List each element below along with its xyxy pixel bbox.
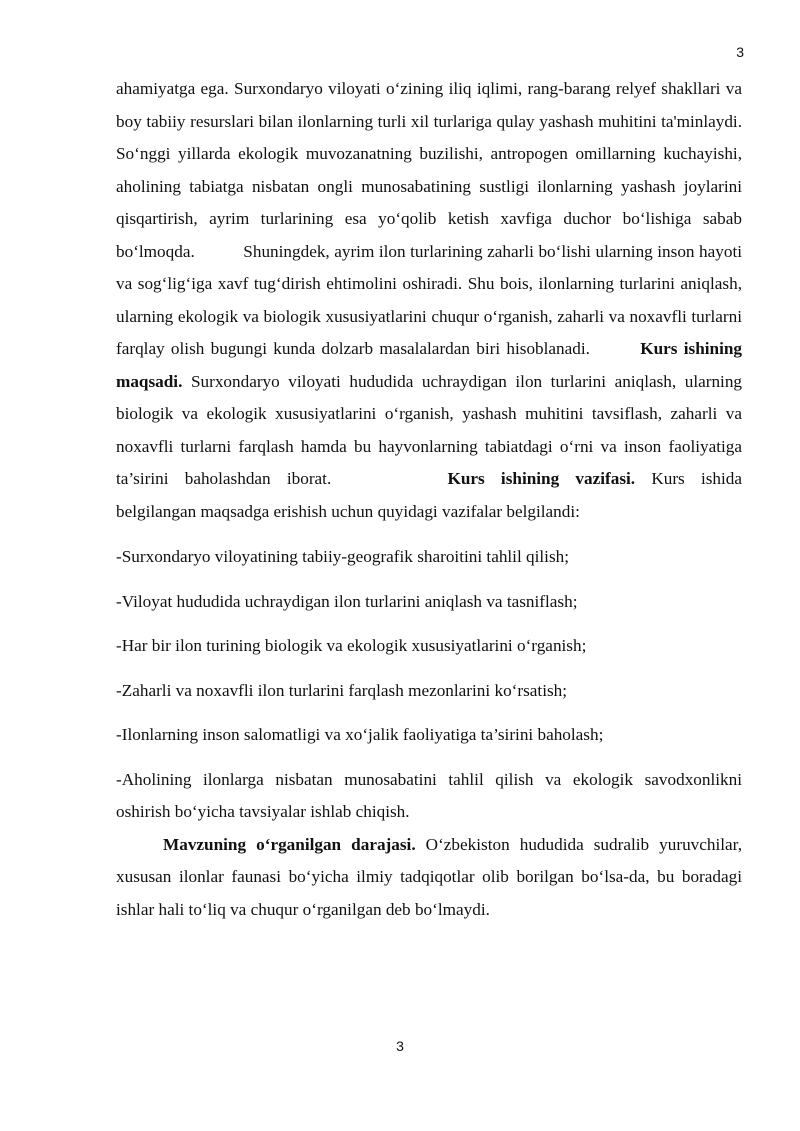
- intro-text-2: Shuningdek, ayrim ilon turlarining zaharli bo‘lishi ularning inson hayoti va sog‘lig‘iga xavf tug‘dirish ehtimolini oshiradi. Shu bois, ilonlarning turlarini aniqlash, ularning ekologik va biologik xususiyatlarini chuqur o‘rganish, zaharli va noxavfli turlarni farqlay olish bugungi kunda dolzarb masalalardan biri hisoblanadi.: [116, 241, 743, 358]
- intro-text-1: ahamiyatga ega. Surxondaryo viloyati o‘zining iliq iqlimi, rang-barang relyef shakllari va boy tabiiy resurslari bilan ilonlarning turli xil turlariga qulay yashash muhitini ta'minlaydi. So‘nggi yillarda ekologik muvozanatning buzilishi, antropogen omillarning kuchayishi, aholining tabiatga nisbatan ongli munosabatining sustligi ilonlarning yashash joylarini qisqartirish, ayrim turlarining esa yo‘qolib ketish xavfiga duchor bo‘lishiga sabab bo‘lmoqda.: [116, 79, 742, 261]
- goal-heading: Kurs ishining maqsadi.: [116, 339, 743, 391]
- intro-paragraph: [116, 73, 742, 528]
- tasks-intro-text: Kurs ishida belgilangan maqsadga erishish uchun quyidagi vazifalar belgilandi:: [116, 469, 743, 521]
- task-item: -Ilonlarning inson salomatligi va xo‘jalik faoliyatiga ta’sirini baholash;: [116, 725, 604, 744]
- goal-text: Surxondaryo viloyati hududida uchraydigan ilon turlarini aniqlash, ularning biologik va ekologik xususiyatlarini o‘rganish, yashash muhitini tavsiflash, zaharli va noxavfli turlarni farqlash hamda bu hayvonlarning tabiatdagi o‘rni va inson faoliyatiga ta’sirini baholashdan iborat.: [116, 371, 743, 488]
- study-heading: Mavzuning o‘rganilgan darajasi.: [163, 834, 416, 854]
- task-item: -Aholining ilonlarga nisbatan munosabatini tahlil qilish va ekologik savodxonlikni oshirish bo‘yicha tavsiyalar ishlab chiqish.: [116, 769, 742, 821]
- page-number-top: 3: [736, 44, 744, 60]
- study-text: O‘zbekiston hududida sudralib yuruvchilar, xususan ilonlar faunasi bo‘yicha ilmiy tadqiqotlar olib borilgan bo‘lsa-da, bu boradagi ishlar hali to‘liq va chuqur o‘rganilgan deb bo‘lmaydi.: [116, 834, 742, 919]
- page-number-bottom: 3: [396, 1038, 404, 1054]
- task-item: -Surxondaryo viloyatining tabiiy-geografik sharoitini tahlil qilish;: [116, 547, 570, 566]
- task-item: -Har bir ilon turining biologik va ekologik xususiyatlarini o‘rganish;: [116, 636, 587, 655]
- task-item: -Viloyat hududida uchraydigan ilon turlarini aniqlash va tasniflash;: [116, 591, 578, 611]
- tasks-heading: Kurs ishining vazifasi.: [447, 469, 636, 488]
- page-body: [116, 73, 742, 926]
- study-paragraph: [116, 829, 742, 927]
- task-item: -Zaharli va noxavfli ilon turlarini farqlash mezonlarini ko‘rsatish;: [116, 680, 568, 700]
